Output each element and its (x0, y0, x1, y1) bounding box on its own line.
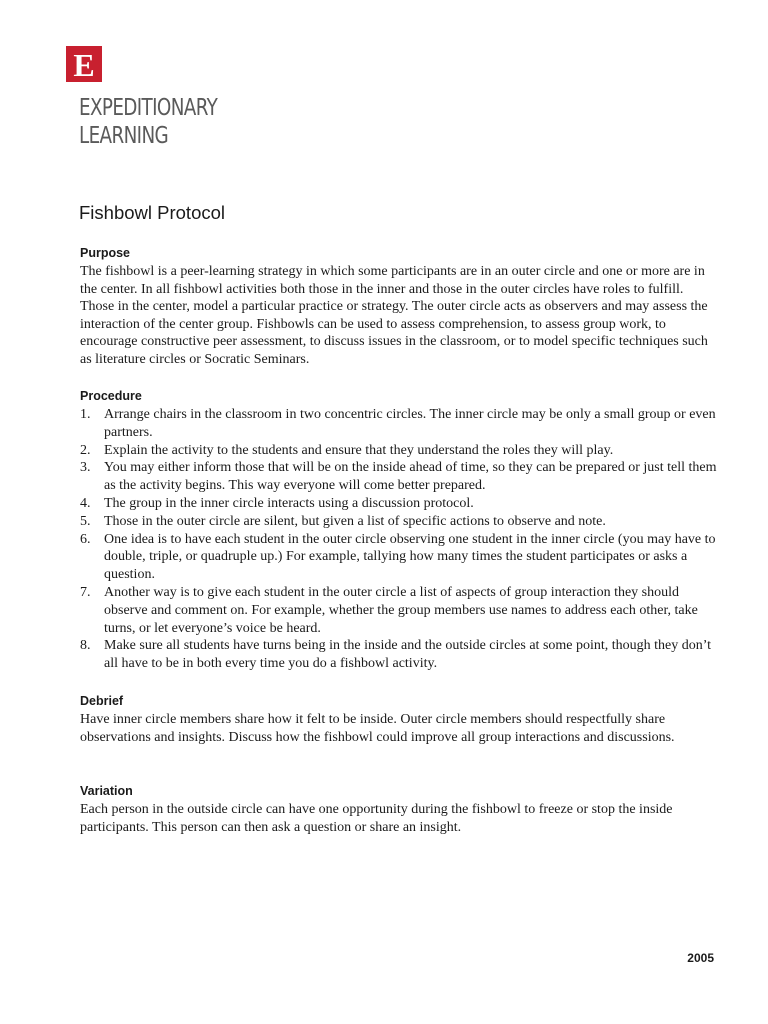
procedure-item-text: Explain the activity to the students and ensure that they understand the roles they will play. (104, 442, 614, 458)
footer-year: 2005 (687, 951, 714, 965)
procedure-item-number: 8. (80, 638, 91, 654)
procedure-item-text: Another way is to give each student in the outer circle a list of aspects of group interaction they should observe and comment on. For example, whether the group members use names to address each other, take turns, or let everyone’s voice be heard. (104, 584, 698, 636)
variation-text: Each person in the outside circle can have one opportunity during the fishbowl to freeze or stop the inside participants. This person can then ask a question or share an insight. (80, 802, 673, 835)
procedure-item-number: 7. (80, 584, 91, 600)
procedure-item-text: Those in the outer circle are silent, but given a list of specific actions to observe and note. (104, 513, 606, 529)
procedure-list (80, 406, 720, 673)
procedure-item (80, 584, 720, 637)
procedure-item (80, 406, 720, 442)
procedure-item-number: 2. (80, 442, 91, 458)
procedure-item-number: 6. (80, 531, 91, 547)
procedure-item-text: The group in the inner circle interacts using a discussion protocol. (104, 495, 474, 511)
procedure-item (80, 531, 720, 584)
logo-mark-letter: E (73, 47, 95, 83)
purpose-text: The fishbowl is a peer-learning strategy in which some participants are in an outer circle and one or more are in the center. In all fishbowl activities both those in the inner and those in the outer circles have roles to fulfill. Those in the center, model a particular practice or strategy. The outer circle acts as observers and may assess the interaction of the center group. Fishbowls can be used to assess comprehension, to assess group work, to encourage constructive peer assessment, to discuss issues in the classroom, or to model specific techniques such as literature circles or Socratic Seminars. (80, 264, 708, 367)
procedure-item (80, 637, 720, 673)
logo-wordmark-line1: EXPEDITIONARY (79, 93, 218, 121)
page-title: Fishbowl Protocol (79, 202, 226, 223)
procedure-item-number: 5. (80, 513, 91, 529)
logo-mark (66, 46, 102, 82)
procedure-item (80, 513, 720, 531)
procedure-heading: Procedure (80, 389, 142, 403)
procedure-item-text: Arrange chairs in the classroom in two concentric circles. The inner circle may be only a small group or even partners. (104, 407, 716, 440)
procedure-item-text: One idea is to have each student in the outer circle observing one student in the inner circle (you may have to double, triple, or quadruple up.) For example, tallying how many times the student participates or asks a question. (104, 531, 716, 583)
purpose-heading: Purpose (80, 246, 131, 260)
procedure-item (80, 459, 720, 495)
debrief-text: Have inner circle members share how it felt to be inside. Outer circle members should respectfully share observations and insights. Discuss how the fishbowl could improve all group interactions and discussions. (80, 712, 675, 745)
debrief-heading: Debrief (80, 694, 124, 708)
procedure-item (80, 495, 720, 513)
procedure-item-text: Make sure all students have turns being in the inside and the outside circles at some point, though they don’t all have to be in both every time you do a fishbowl activity. (104, 638, 712, 672)
procedure-item-number: 4. (80, 495, 91, 511)
procedure-item-number: 3. (80, 460, 91, 476)
variation-heading: Variation (80, 784, 133, 798)
procedure-item-text: You may either inform those that will be on the inside ahead of time, so they can be prepared or just tell them as the activity begins. This way everyone will come better prepared. (104, 460, 717, 494)
procedure-item (80, 442, 720, 460)
procedure-item-number: 1. (80, 407, 91, 422)
logo-wordmark-line2: LEARNING (79, 121, 169, 149)
